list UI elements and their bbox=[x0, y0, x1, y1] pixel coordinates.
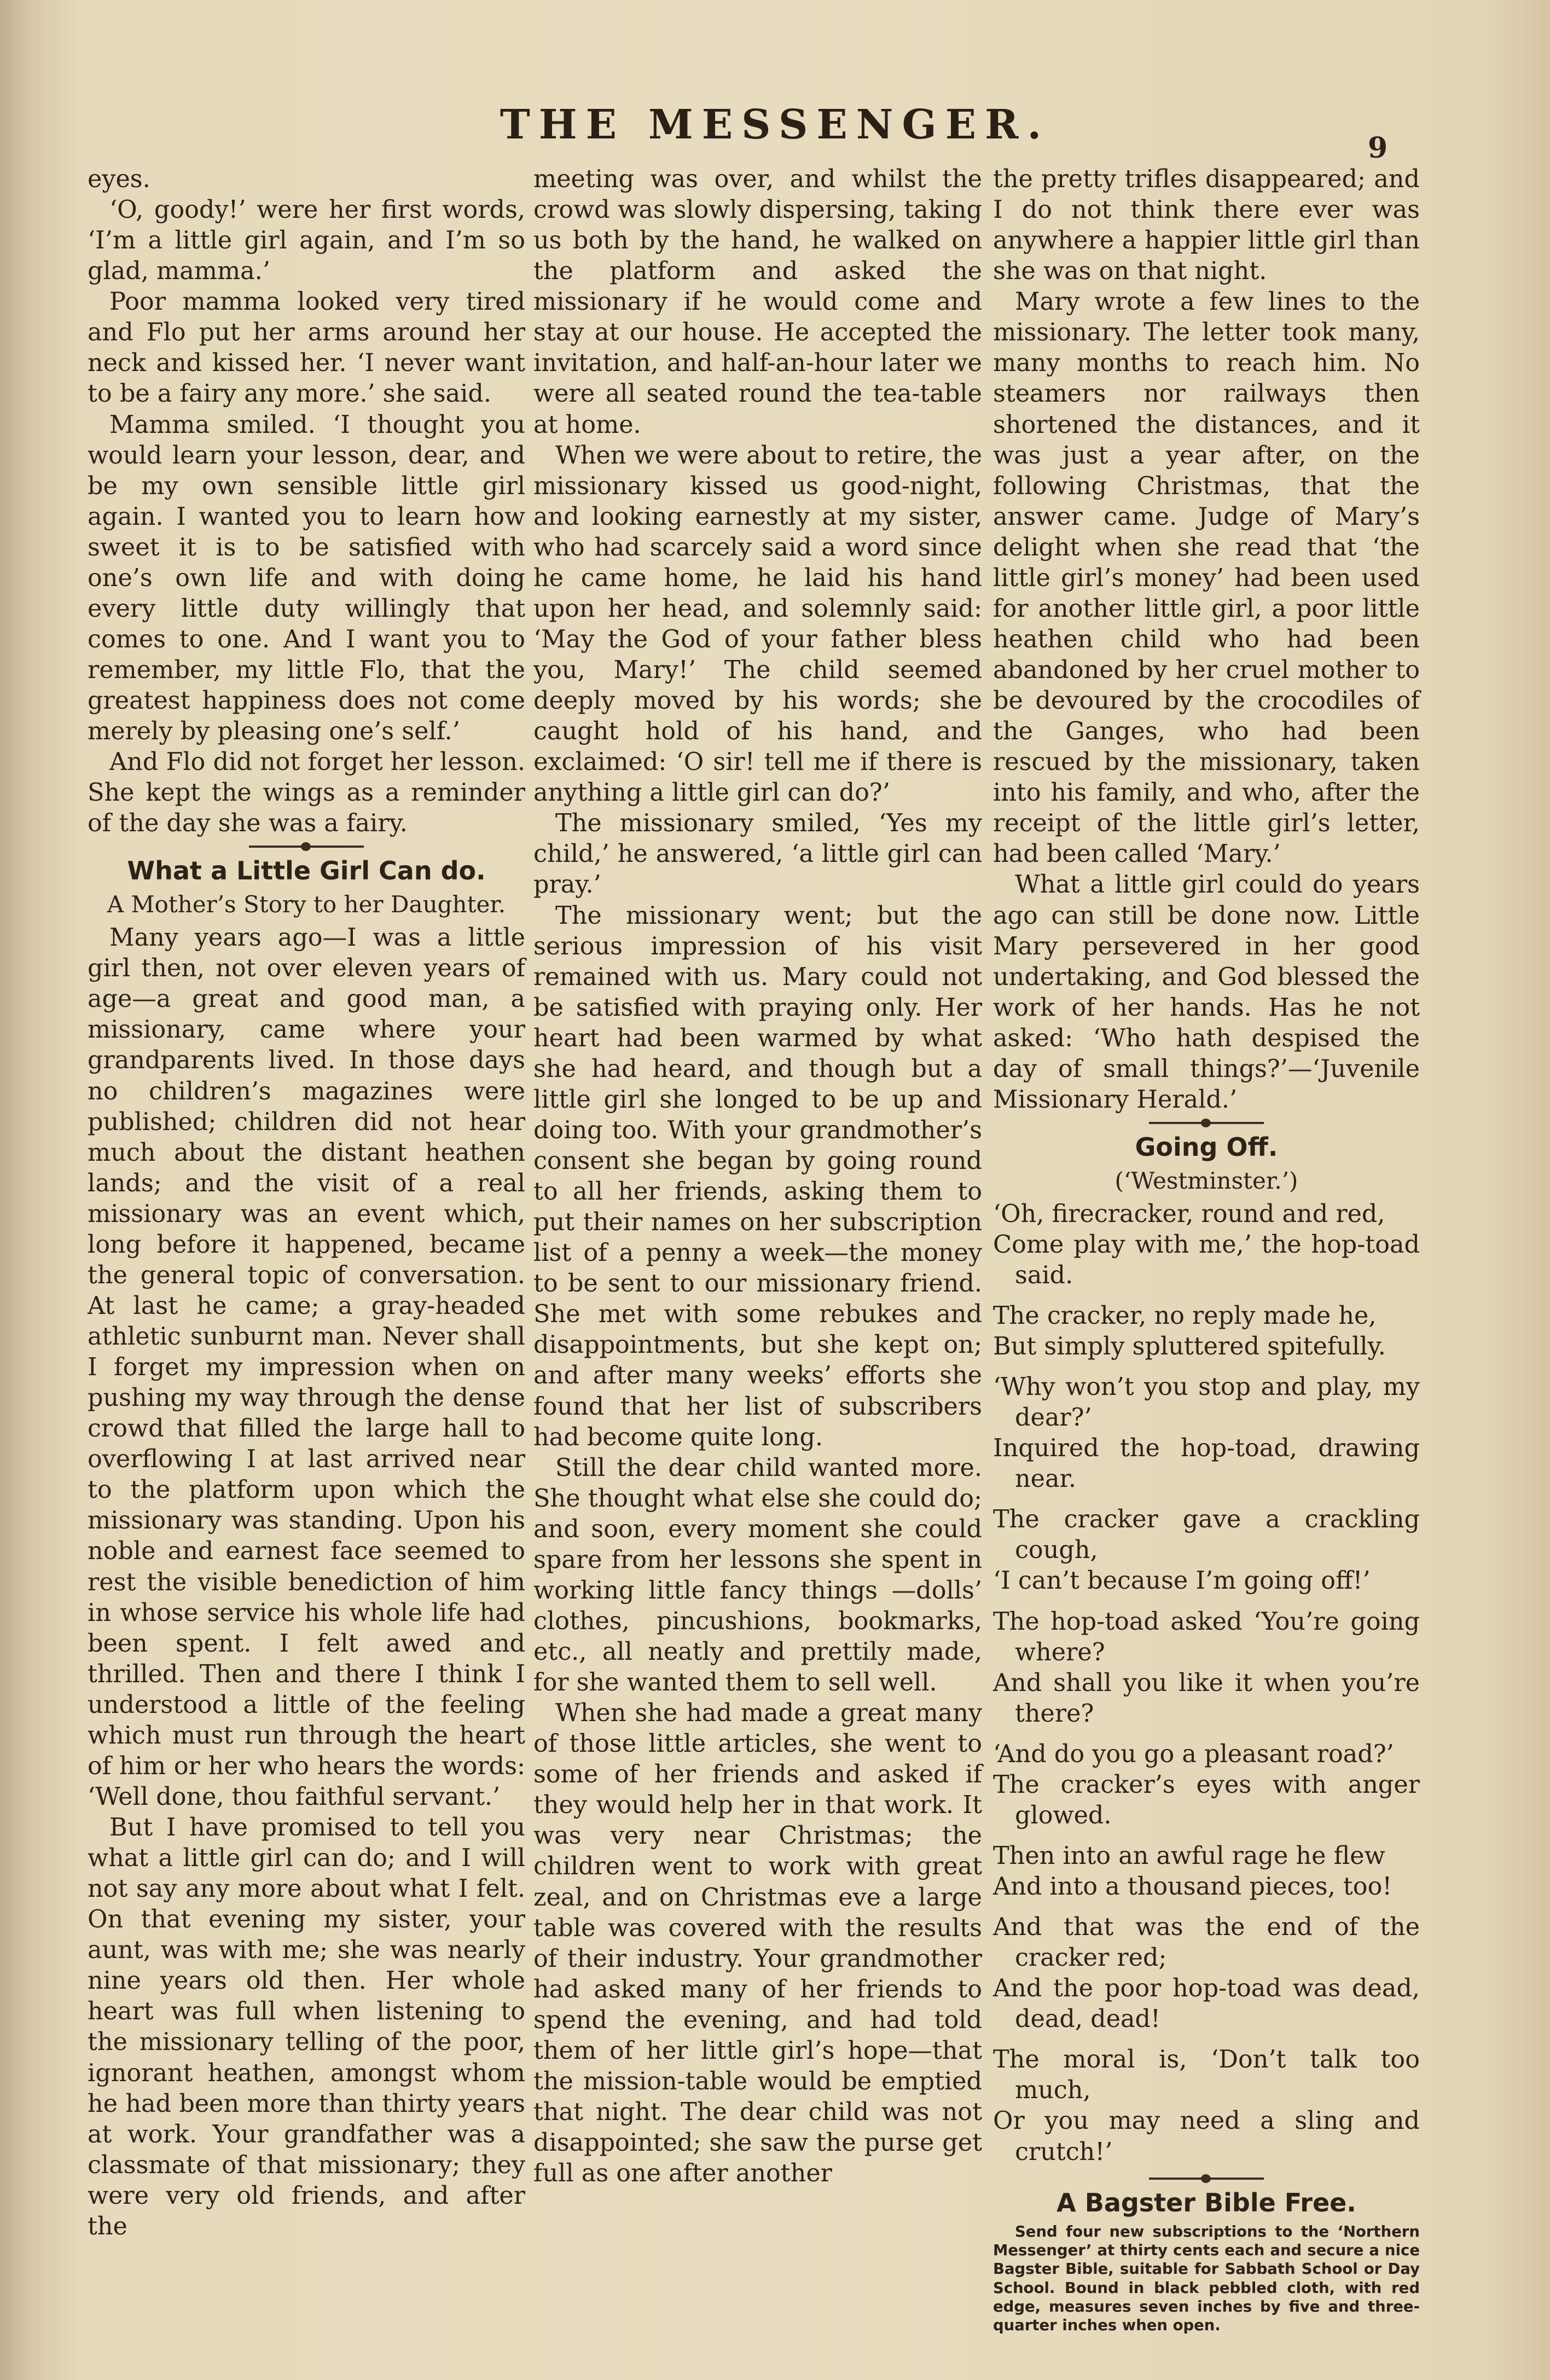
paragraph: When she had made a great many of those little articles, she went to some of her friends and asked if they would help her in that work. It was very near Christmas; the children went to work with great zeal, and on Christmas eve a large table was covered with the results of their industry. Your grandmother had asked many of her friends to spend the evening, and had told them of her little girl’s hope—that the mission-table would be emptied that night. The dear child was not disappointed; she saw the purse get full as one after another bbox=[533, 1699, 982, 2188]
column-3 bbox=[993, 164, 1420, 2335]
paragraph: The missionary smiled, ‘Yes my child,’ he answered, ‘a little girl can pray.’ bbox=[533, 809, 982, 899]
verse-line: ‘Why won’t you stop and play, my dear?’ bbox=[993, 1373, 1420, 1432]
column-1 bbox=[88, 164, 525, 2242]
paragraph: the pretty trifles disappeared; and I do not think there ever was anywhere a happier little girl than she was on that night. bbox=[993, 165, 1420, 286]
verse-line: And into a thousand pieces, too! bbox=[993, 1873, 1392, 1901]
verse-line: But simply spluttered spitefully. bbox=[993, 1333, 1386, 1361]
verse-line: The hop-toad asked ‘You’re going where? bbox=[993, 1607, 1420, 1666]
masthead: THE MESSENGER. bbox=[500, 101, 1050, 148]
verse-line: ‘And do you go a pleasant road?’ bbox=[993, 1740, 1394, 1768]
stanza bbox=[993, 1301, 1420, 1362]
paragraph: Poor mamma looked very tired and Flo put her arms around her neck and kissed her. ‘I never want to be a fairy any more.’ she said. bbox=[88, 288, 525, 408]
verse-line: Or you may need a sling and crutch!’ bbox=[993, 2107, 1420, 2166]
verse-line: ‘I can’t because I’m going off!’ bbox=[993, 1567, 1371, 1595]
paragraph: But I have promised to tell you what a little girl can do; and I will not say any more about what I felt. On that evening my sister, your aunt, was with me; she was nearly nine years old then. Her whole heart was full when listening to the missionary telling of the poor, ignorant heathen, amongst whom he had been more than thirty years at work. Your grandfather was a classmate of that missionary; they were very old friends, and after the bbox=[88, 1814, 525, 2240]
paragraph: eyes. bbox=[88, 165, 150, 193]
stanza bbox=[993, 1607, 1420, 1729]
stanza bbox=[993, 1372, 1420, 1495]
verse-line: ‘Oh, firecracker, round and red, bbox=[993, 1200, 1385, 1228]
stanza bbox=[993, 1739, 1420, 1831]
notice-title: A Bagster Bible Free. bbox=[1056, 2187, 1356, 2217]
verse-line: Come play with me,’ the hop-toad said. bbox=[993, 1230, 1420, 1289]
verse-line: Inquired the hop-toad, drawing near. bbox=[993, 1434, 1420, 1493]
paragraph: And Flo did not forget her lesson. She kept the wings as a reminder of the day she was a fairy. bbox=[88, 748, 525, 838]
poem bbox=[993, 1199, 1420, 2168]
stanza bbox=[993, 1912, 1420, 2035]
paragraph: What a little girl could do years ago can still be done now. Little Mary persevered in her good undertaking, and God blessed the work of her hands. Has he not asked: ‘Who hath despised the day of small things?’—‘Juvenile Missionary Herald.’ bbox=[993, 871, 1420, 1114]
verse-line: The cracker gave a crackling cough, bbox=[993, 1505, 1420, 1565]
paragraph: meeting was over, and whilst the crowd was slowly dispersing, taking us both by the hand, he walked on the platform and asked the missionary if he would come and stay at our house. He accepted the invitation, and half-an-hour later we were all seated round the tea-table at home. bbox=[533, 165, 982, 439]
verse-line: The cracker, no reply made he, bbox=[993, 1301, 1377, 1330]
paragraph: Mamma smiled. ‘I thought you would learn your lesson, dear, and be my own sensible little girl again. I wanted you to learn how sweet it is to be satisfied with one’s own life and with doing every little duty willingly that comes to one. And I want you to remember, my little Flo, that the greatest happiness does not come merely by pleasing one’s self.’ bbox=[88, 410, 525, 746]
poem-title: Going Off. bbox=[1135, 1132, 1278, 1162]
section-divider bbox=[1149, 1122, 1264, 1124]
stanza bbox=[993, 2045, 1420, 2167]
verse-line: Then into an awful rage he flew bbox=[993, 1842, 1385, 1870]
paragraph: Still the dear child wanted more. She thought what else she could do; and soon, every moment she could spare from her lessons she spent in working little fancy things —dolls’ clothes, pincushions, bookmarks, etc., all neatly and prettily made, for she wanted them to sell well. bbox=[533, 1454, 982, 1697]
stanza bbox=[993, 1504, 1420, 1596]
poem-source: (‘Westminster.’) bbox=[1114, 1167, 1298, 1194]
section-divider bbox=[1149, 2178, 1264, 2180]
section-divider bbox=[249, 846, 364, 848]
paragraph: ‘O, goody!’ were her first words, ‘I’m a little girl again, and I’m so glad, mamma.’ bbox=[88, 196, 525, 286]
notice-text: Send four new subscriptions to the ‘Northern Messenger’ at thirty cents each and secure a nice Bagster Bible, suitable for Sabbath School or Day School. Bound in black pebbled cloth, with red edge, measures seven inches by five and three-quarter inches when open. bbox=[993, 2222, 1420, 2335]
story-subtitle: A Mother’s Story to her Daughter. bbox=[107, 891, 506, 918]
verse-line: And that was the end of the cracker red; bbox=[993, 1913, 1420, 1972]
stanza bbox=[993, 1199, 1420, 1291]
verse-line: And shall you like it when you’re there? bbox=[993, 1669, 1420, 1728]
paragraph: Mary wrote a few lines to the missionary. The letter took many, many months to reach him. No steamers nor railways then shortened the distances, and it was just a year after, on the following Christmas, that the answer came. Judge of Mary’s delight when she read that ‘the little girl’s money’ had been used for another little girl, a poor little heathen child who had been abandoned by her cruel mother to be devoured by the crocodiles of the Ganges, who had been rescued by the missionary, taken into his family, and who, after the receipt of the little girl’s letter, had been called ‘Mary.’ bbox=[993, 288, 1420, 868]
stanza bbox=[993, 1841, 1420, 1902]
paragraph: When we were about to retire, the missionary kissed us good-night, and looking earnestly at my sister, who had scarcely said a word since he came home, he laid his hand upon her head, and solemnly said: ‘May the God of your father bless you, Mary!’ The child seemed deeply moved by his words; she caught hold of his hand, and exclaimed: ‘O sir! tell me if there is anything a little girl can do?’ bbox=[533, 441, 982, 807]
story-title: What a Little Girl Can do. bbox=[127, 856, 486, 886]
paragraph: Many years ago—I was a little girl then, not over eleven years of age—a great and good man, a missionary, came where your grandparents lived. In those days no children’s magazines were published; children did not hear much about the distant heathen lands; and the visit of a real missionary was an event which, long before it happened, became the general topic of conversation. At last he came; a gray-headed athletic sunburnt man. Never shall I forget my impression when on pushing my way through the dense crowd that filled the large hall to overflowing I at last arrived near to the platform upon which the missionary was standing. Upon his noble and earnest face seemed to rest the visible benediction of him in whose service his whole life had been spent. I felt awed and thrilled. Then and there I think I understood a little of the feeling which must run through the heart of him or her who hears the words: ‘Well done, thou faithful servant.’ bbox=[88, 924, 525, 1811]
paragraph: The missionary went; but the serious impression of his visit remained with us. Mary could not be satisfied with praying only. Her heart had been warmed by what she had heard, and though but a little girl she longed to be up and doing too. With your grandmother’s consent she began by going round to all her friends, asking them to put their names on her subscription list of a penny a week—the money to be sent to our missionary friend. She met with some rebukes and disappointments, but she kept on; and after many weeks’ efforts she found that her list of subscribers had become quite long. bbox=[533, 901, 982, 1451]
verse-line: The cracker’s eyes with anger glowed. bbox=[993, 1770, 1420, 1829]
column-2 bbox=[533, 164, 982, 2189]
verse-line: And the poor hop-toad was dead, dead, dead! bbox=[993, 1974, 1420, 2034]
verse-line: The moral is, ‘Don’t talk too much, bbox=[993, 2046, 1420, 2105]
page-number: 9 bbox=[1368, 131, 1388, 165]
